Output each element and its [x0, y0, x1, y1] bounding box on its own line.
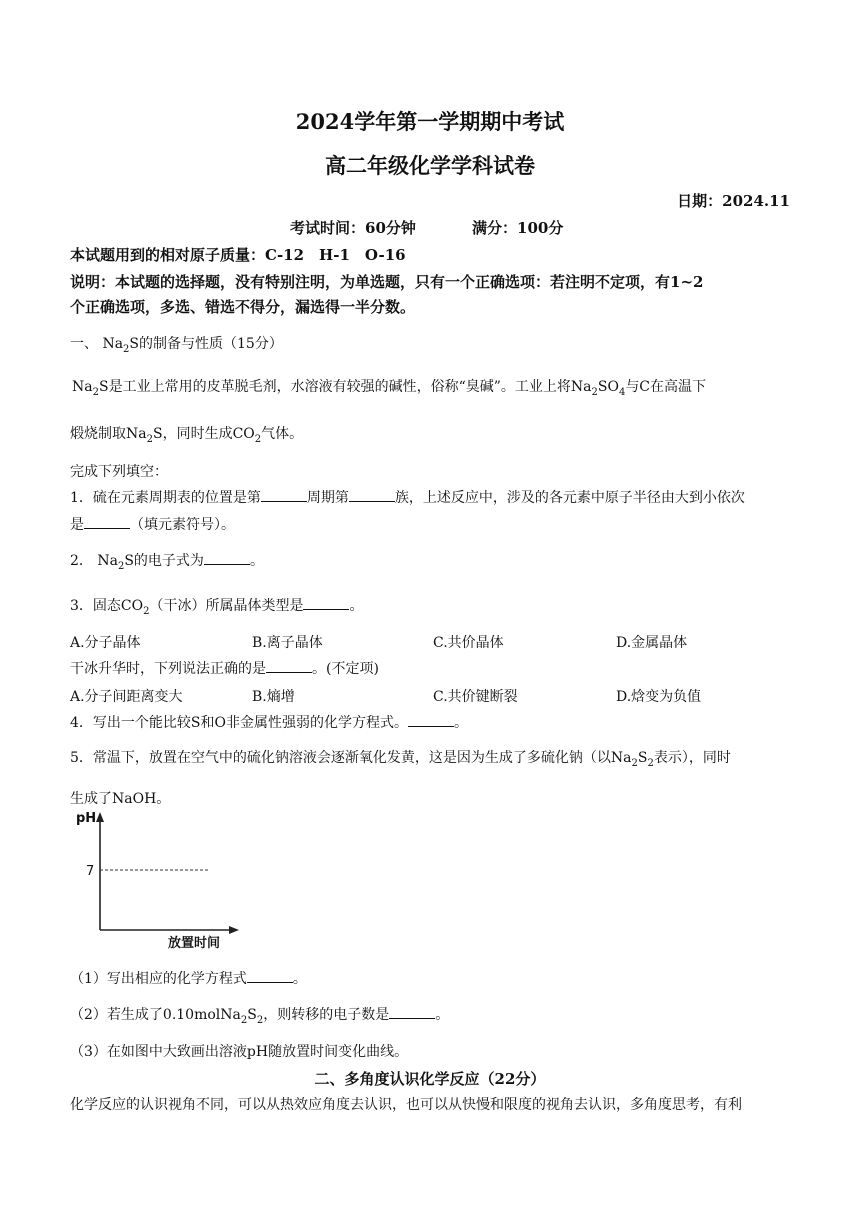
text: 与C在高温下	[625, 379, 707, 395]
question-3	[70, 595, 363, 615]
intro-line-1	[72, 376, 706, 396]
question-2	[70, 550, 264, 570]
text: SO	[597, 379, 619, 395]
subscript: 2	[123, 344, 130, 355]
text: 干冰升华时，下列说法正确的是	[70, 661, 266, 677]
subscript: 4	[618, 387, 626, 398]
text: （1）写出相应的化学方程式	[70, 971, 247, 987]
intro-line-2	[70, 423, 303, 443]
answer-blank[interactable]	[204, 551, 250, 565]
exam-score	[472, 217, 563, 238]
q3-option-a[interactable]: A.分子晶体	[70, 635, 141, 651]
text: 。	[249, 553, 264, 569]
text: ，则转移的电子数是	[263, 1007, 390, 1023]
subscript: 2	[92, 387, 99, 398]
text: S，同时生成CO	[152, 426, 255, 442]
text: 周期第	[306, 490, 349, 506]
ph-time-graph	[70, 808, 240, 953]
q3b-option-a[interactable]: A.分子间距离变大	[70, 689, 183, 705]
subscript: 2	[143, 606, 150, 617]
time-label: 考试时间：	[290, 219, 366, 237]
exam-date	[677, 190, 790, 211]
question-1-line-2	[70, 514, 235, 534]
answer-blank[interactable]	[261, 488, 307, 502]
subscript: 2	[146, 434, 153, 445]
text: S是工业上常用的皮革脱毛剂，水溶液有较强的碱性，俗称“臭碱”。工业上将Na	[98, 379, 592, 395]
score-label: 满分：	[472, 219, 518, 237]
exam-time	[290, 217, 416, 238]
text: 5．常温下，放置在空气中的硫化钠溶液会逐渐氧化发黄，这是因为生成了多硫化钠（以Na	[70, 750, 632, 766]
subscript: 2	[240, 1015, 248, 1026]
text: 煅烧制取Na	[70, 426, 147, 442]
date-value: 2024.11	[722, 192, 790, 210]
answer-blank[interactable]	[266, 659, 312, 673]
sub-question-3: （3）在如图中大致画出溶液pH随放置时间变化曲线。	[70, 1044, 409, 1060]
x-axis-arrow-icon	[229, 926, 239, 934]
section1-heading	[70, 333, 283, 353]
sub-question-1	[70, 968, 307, 988]
q3-option-b[interactable]: B.离子晶体	[252, 635, 323, 651]
question-5-line-2: 生成了NaOH。	[70, 791, 171, 807]
y-axis-label: pH	[76, 811, 97, 826]
text: 。	[292, 971, 307, 987]
text: 。	[453, 715, 468, 731]
subscript: 2	[647, 758, 654, 769]
question-1-line-1	[70, 487, 745, 507]
subscript: 2	[631, 758, 638, 769]
fill-prompt: 完成下列填空：	[70, 464, 168, 480]
answer-blank[interactable]	[408, 713, 454, 727]
time-value: 60分钟	[365, 219, 416, 237]
x-axis-label: 放置时间	[168, 936, 221, 951]
atomic-mass-line: 本试题用到的相对原子质量：C-12 H-1 O-16	[70, 246, 406, 264]
answer-blank[interactable]	[247, 969, 293, 983]
heading-text: S的制备与性质（15分）	[129, 336, 283, 352]
text: （干冰）所属晶体类型是	[149, 598, 304, 614]
note-line-1: 说明：本试题的选择题，没有特别注明，为单选题，只有一个正确选项：若注明不定项，有1~2	[70, 273, 704, 291]
q3-option-c[interactable]: C.共价晶体	[433, 635, 504, 651]
text: 是	[70, 517, 84, 533]
question-4	[70, 712, 468, 732]
text: 1．硫在元素周期表的位置是第	[70, 490, 261, 506]
tick-label-7: 7	[86, 864, 95, 879]
text: 。	[435, 1007, 450, 1023]
score-value: 100分	[517, 219, 564, 237]
heading-text: 一、 Na	[70, 336, 124, 352]
text: 。(不定项)	[312, 661, 379, 677]
text: （2）若生成了0.10molNa	[70, 1007, 241, 1023]
note-line-2: 个正确选项，多选、错选不得分，漏选得一半分数。	[70, 298, 416, 316]
answer-blank[interactable]	[84, 515, 130, 529]
subscript: 2	[117, 561, 125, 572]
subscript: 2	[591, 387, 598, 398]
q3b-option-c[interactable]: C.共价键断裂	[433, 689, 518, 705]
text: 气体。	[261, 426, 304, 442]
date-label: 日期：	[677, 192, 723, 210]
answer-blank[interactable]	[349, 488, 395, 502]
answer-blank[interactable]	[389, 1005, 435, 1019]
text: S	[247, 1007, 257, 1023]
q3b-option-d[interactable]: D.焓变为负值	[616, 689, 702, 705]
text: 2． Na	[70, 553, 118, 569]
exam-subtitle: 高二年级化学学科试卷	[325, 153, 535, 178]
subscript: 2	[256, 1015, 264, 1026]
sub-question-2	[70, 1004, 449, 1024]
exam-title: 2024学年第一学期期中考试	[295, 109, 565, 134]
answer-blank[interactable]	[303, 596, 349, 610]
subscript: 2	[254, 434, 262, 445]
text: 4．写出一个能比较S和O非金属性强弱的化学方程式。	[70, 715, 408, 731]
y-axis-arrow-icon	[96, 812, 104, 822]
question-5-line-1	[70, 747, 731, 767]
text: （填元素符号）。	[130, 517, 235, 533]
text: Na	[72, 379, 93, 395]
section2-intro: 化学反应的认识视角不同，可以从热效应角度去认识，也可以从快慢和限度的视角去认识，多角度思考，有利	[70, 1097, 742, 1113]
text: 表示），同时	[653, 750, 731, 766]
text: 族，上述反应中，涉及的各元素中原子半径由大到小依次	[394, 490, 745, 506]
section2-heading: 二、多角度认识化学反应（22分）	[314, 1070, 546, 1088]
text: S	[637, 750, 648, 766]
text: S的电子式为	[124, 553, 204, 569]
q3-option-d[interactable]: D.金属晶体	[616, 635, 688, 651]
text: 。	[349, 598, 364, 614]
q3b-option-b[interactable]: B.熵增	[252, 689, 295, 705]
question-3b	[70, 658, 379, 678]
text: 3．固态CO	[70, 598, 144, 614]
